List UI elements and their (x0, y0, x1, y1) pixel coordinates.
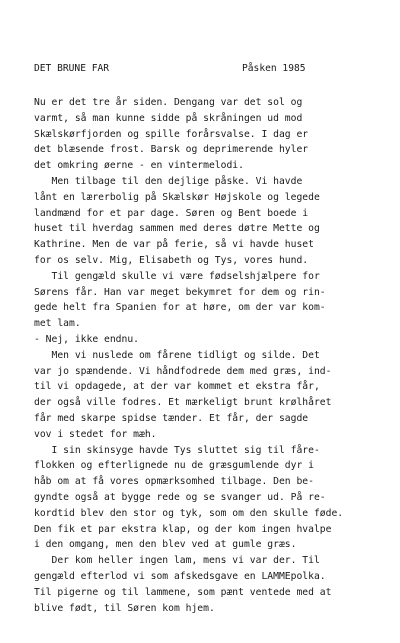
text-line: får med skarpe spidse tænder. Et får, der sagde (34, 412, 309, 424)
text-line: Kathrine. Men de var på ferie, så vi havde huset (34, 239, 314, 251)
document-date: Påsken 1985 (242, 63, 306, 74)
text-line: gengæld efterlod vi som afskedsgave en LAMMEpolka. (34, 570, 326, 582)
text-line: huset til hverdag sammen med deres døtre Mette og (34, 223, 320, 235)
text-line: det omkring øerne - en vintermelodi. (34, 160, 244, 172)
text-line: til vi opdagede, at der var kommet et ekstra får, (34, 381, 320, 393)
text-line: gede helt fra Spanien for at høre, om der var kom- (34, 302, 326, 314)
text-line: i den omgang, men den blev ved at gumle græs. (34, 539, 297, 551)
text-line: varmt, så man kunne sidde på skråningen ud mod (34, 112, 303, 124)
text-line: kordtid blev den stor og tyk, som om den skulle føde. (34, 507, 344, 519)
text-line: Skælskørfjorden og spille forårsvalse. I dag er (34, 128, 309, 140)
text-line: Nu er det tre år siden. Dengang var det sol og (34, 97, 303, 108)
text-line: Den fik et par ekstra klap, og der kom ingen hvalpe (34, 523, 332, 535)
text-line: var jo spændende. Vi håndfodrede dem med græs, ind- (34, 365, 332, 377)
text-line: Men tilbage til den dejlige påske. Vi havde (34, 175, 303, 187)
text-line: Der kom heller ingen lam, mens vi var der. Til (34, 555, 320, 567)
text-line: lånt en lærerbolig på Skælskør Højskole og legede (34, 191, 320, 203)
text-line: vov i stedet for mæh. (34, 428, 157, 440)
text-line: Til pigerne og til lammene, som pænt ventede med at (34, 586, 332, 598)
text-line: der også ville fodres. Et mærkeligt brunt krølhåret (34, 397, 332, 409)
text-line: flokken og efterlignede nu de græsgumlende dyr i (34, 460, 314, 472)
text-line: I sin skinsyge havde Tys sluttet sig til fåre- (34, 444, 320, 456)
text-line: - Nej, ikke endnu. (34, 333, 139, 345)
text-line: met lam. (34, 318, 81, 330)
text-line: det blæsende frost. Barsk og deprimerende hyler (34, 144, 309, 156)
text-line: Til gengæld skulle vi være fødselshjælpere for (34, 270, 320, 282)
text-line: Sørens får. Han var meget bekymret for dem og rin- (34, 286, 326, 298)
text-line: gyndte også at bygge rede og se svanger ud. På re- (34, 491, 326, 503)
text-line: landmænd for et par dage. Søren og Bent boede i (34, 207, 309, 219)
text-line: Men vi nuslede om fårene tidligt og silde. Det (34, 349, 320, 361)
text-line: for os selv. Mig, Elisabeth og Tys, vores hund. (34, 254, 309, 266)
text-line: håb om at få vores opmærksomhed tilbage. Den be- (34, 476, 314, 488)
text-line: blive født, til Søren kom hjem. (34, 602, 215, 614)
body-text (34, 95, 374, 616)
document-title: DET BRUNE FAR (34, 63, 110, 74)
